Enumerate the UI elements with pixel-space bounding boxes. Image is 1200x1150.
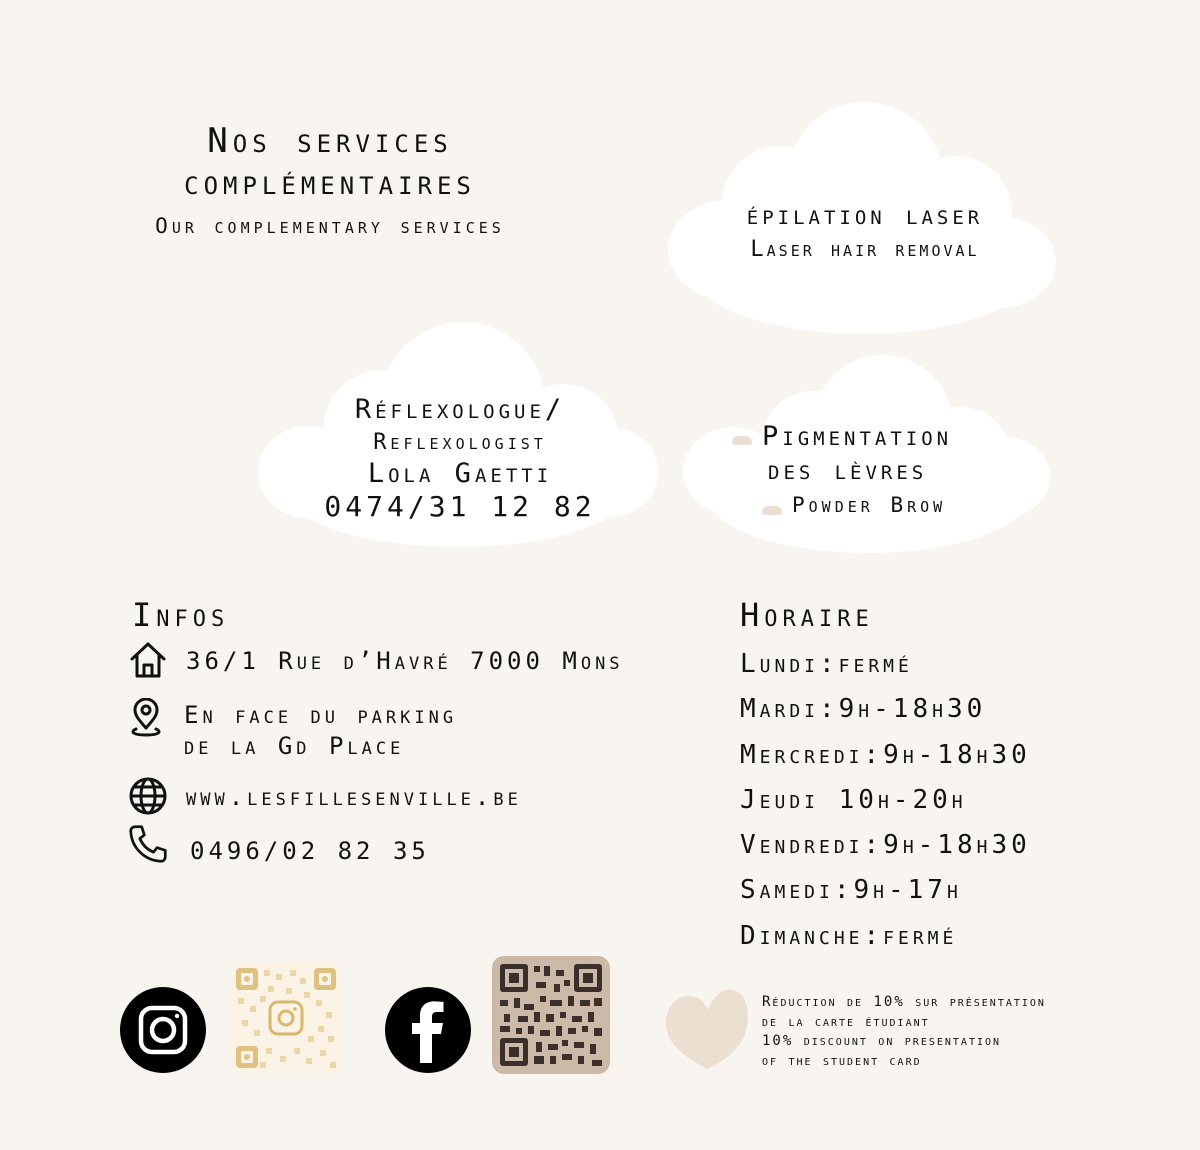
info-address bbox=[128, 640, 624, 680]
instagram-qr-code[interactable] bbox=[230, 962, 342, 1074]
student-discount-text bbox=[762, 993, 1046, 1071]
info-location bbox=[126, 698, 457, 762]
hours-title: Horaire bbox=[740, 596, 874, 634]
home-icon bbox=[128, 640, 168, 680]
facebook-icon[interactable] bbox=[385, 987, 471, 1073]
promo-line-1: Réduction de 10% sur présentation bbox=[762, 994, 1046, 1010]
reflexology-name: Lola Gaetti bbox=[367, 458, 553, 489]
hours-monday: Lundi:fermé bbox=[740, 649, 913, 679]
promo-line-3: 10% discount on presentation bbox=[762, 1033, 1002, 1049]
reflexology-phone[interactable]: 0474/31 12 82 bbox=[324, 490, 596, 523]
hours-tuesday: Mardi:9h-18h30 bbox=[740, 694, 987, 725]
service-reflexology bbox=[250, 392, 670, 524]
location-line-1: En face du parking bbox=[184, 701, 458, 729]
title-line-1: Nos services bbox=[207, 121, 453, 161]
pigmentation-line-2: des lèvres bbox=[768, 455, 928, 486]
reflexology-en: Reflexologist bbox=[373, 430, 547, 455]
promo-line-2: de la carte étudiant bbox=[762, 1013, 930, 1030]
info-website-link[interactable]: www.lesfillesenville.be bbox=[186, 783, 522, 811]
mini-cloud-icon bbox=[732, 436, 752, 445]
phone-icon bbox=[128, 824, 168, 864]
globe-icon bbox=[128, 776, 168, 816]
hours-friday: Vendredi:9h-18h30 bbox=[740, 830, 1031, 861]
location-line-2: de la Gd Place bbox=[184, 732, 405, 760]
pigmentation-line-1: Pigmentation bbox=[762, 421, 953, 452]
title-line-2: complémentaires bbox=[184, 163, 476, 203]
instagram-icon[interactable] bbox=[120, 987, 206, 1073]
heart-icon bbox=[662, 985, 752, 1075]
info-website bbox=[128, 776, 522, 816]
hours-saturday: Samedi:9h-17h bbox=[740, 875, 962, 906]
pigmentation-line-3: Powder Brow bbox=[792, 493, 947, 517]
page-title bbox=[60, 120, 600, 204]
service-laser-fr: épilation laser bbox=[746, 200, 984, 231]
info-location-text bbox=[184, 700, 457, 762]
page-subtitle: Our complementary services bbox=[155, 214, 505, 238]
mini-cloud-icon bbox=[762, 506, 782, 515]
service-laser-en: Laser hair removal bbox=[750, 237, 980, 262]
facebook-qr-code[interactable] bbox=[492, 956, 610, 1074]
hours-list bbox=[740, 648, 1031, 965]
location-pin-icon bbox=[126, 698, 166, 738]
info-address-text: 36/1 Rue d’Havré 7000 Mons bbox=[186, 647, 624, 675]
hours-thursday: Jeudi 10h-20h bbox=[740, 784, 967, 815]
hours-sunday: Dimanche:fermé bbox=[740, 920, 958, 951]
promo-line-4: of the student card bbox=[762, 1052, 922, 1069]
reflexology-fr: Réflexologue/ bbox=[354, 394, 566, 425]
hours-wednesday: Mercredi:9h-18h30 bbox=[740, 739, 1031, 770]
info-phone-text[interactable]: 0496/02 82 35 bbox=[190, 837, 430, 865]
info-phone bbox=[128, 824, 430, 867]
infos-title: Infos bbox=[132, 596, 230, 634]
